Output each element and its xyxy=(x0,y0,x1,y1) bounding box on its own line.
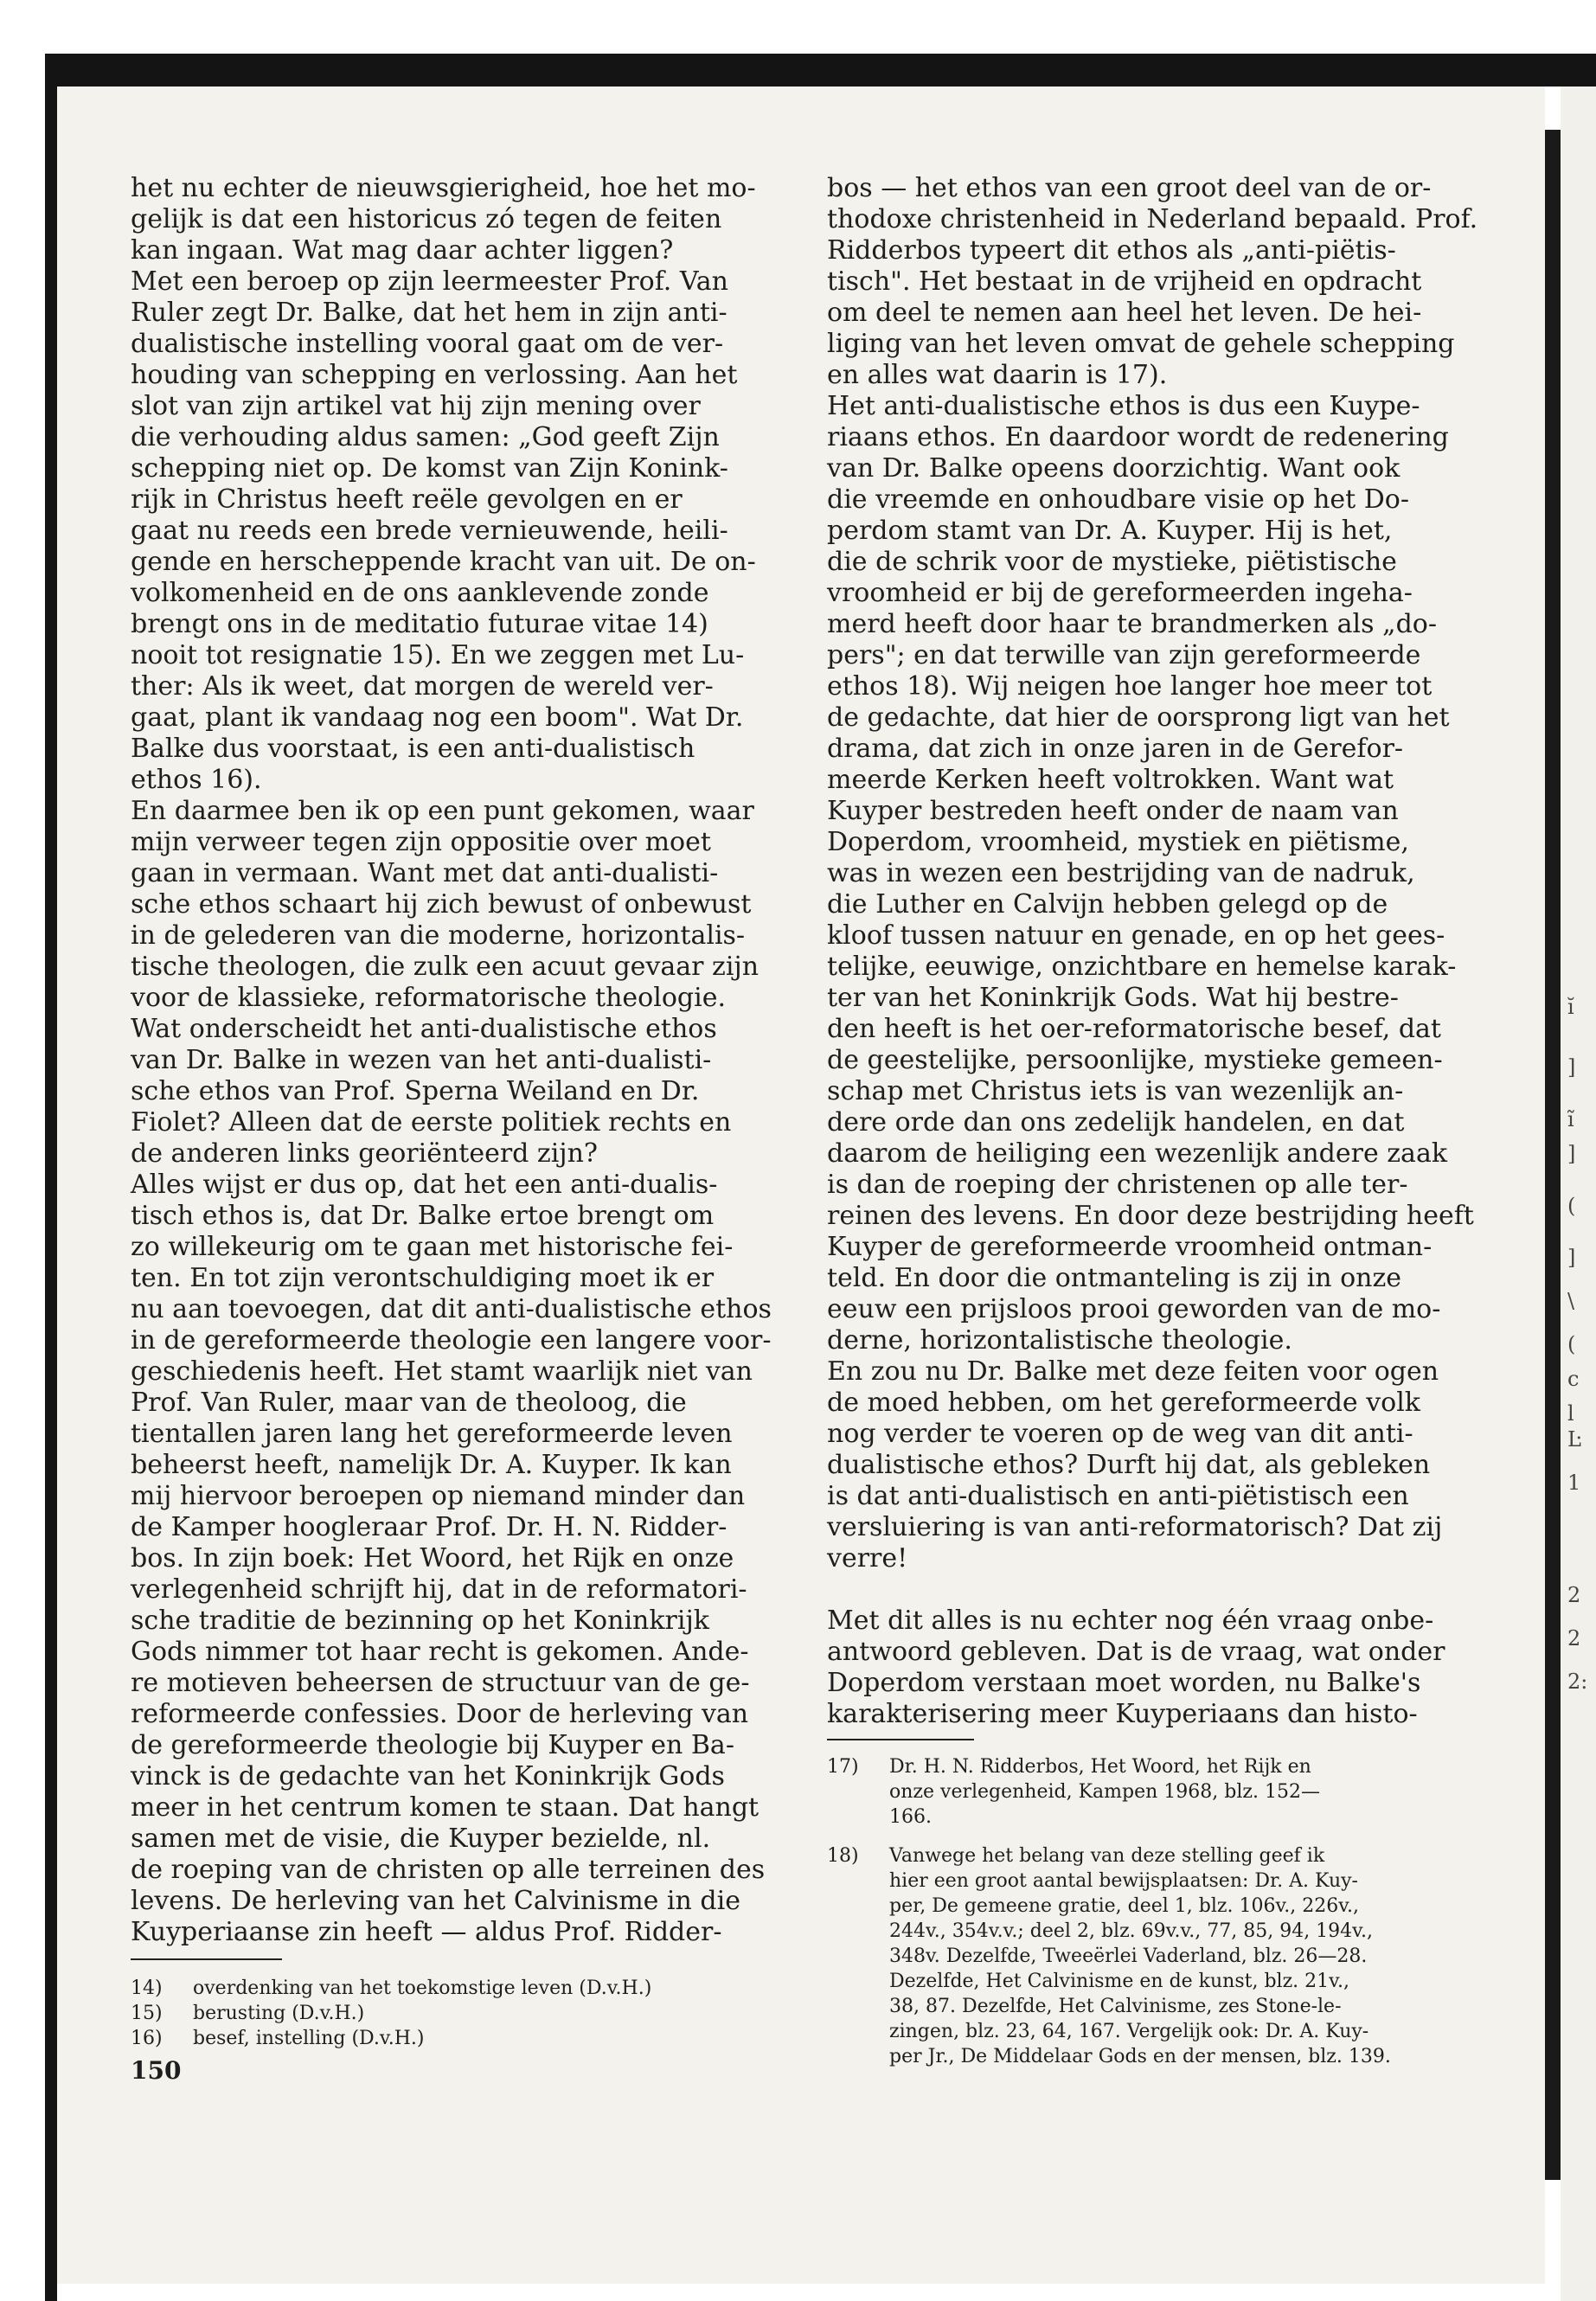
text-line: die Luther en Calvijn hebben gelegd op de xyxy=(827,889,1388,920)
text-line: ter van het Koninkrijk Gods. Wat hij bestre- xyxy=(827,983,1399,1013)
text-line: Doperdom, vroomheid, mystiek en piëtisme, xyxy=(827,827,1409,857)
text-line: tisch". Het bestaat in de vrijheid en opdracht xyxy=(827,266,1422,297)
text-line: Ruler zegt Dr. Balke, dat het hem in zijn anti- xyxy=(131,298,727,328)
text-line: dualistische instelling vooral gaat om de ver- xyxy=(131,329,724,359)
footnote-line: zingen, blz. 23, 64, 167. Vergelijk ook: Dr. A. Kuy- xyxy=(889,2021,1369,2042)
footnote-line xyxy=(827,1843,1493,1868)
text-line: om deel te nemen aan heel het leven. De hei- xyxy=(827,298,1422,328)
text-line: de anderen links georiënteerd zijn? xyxy=(131,1138,599,1169)
book-spine xyxy=(1545,130,1561,2180)
footnote-text: overdenking van het toekomstige leven (D.v.H.) xyxy=(193,1977,652,1999)
footnote-line: per, De gemeene gratie, deel 1, blz. 106v., 226v., xyxy=(889,1895,1360,1917)
text-line: slot van zijn artikel vat hij zijn mening over xyxy=(131,391,701,421)
footnote-line: 244v., 354v.v.; deel 2, blz. 69v.v., 77, 85, 94, 194v., xyxy=(889,1920,1373,1942)
text-line: die verhouding aldus samen: „God geeft Zijn xyxy=(131,422,720,452)
text-line: ethos 16). xyxy=(131,765,262,795)
edge-mark: ] xyxy=(1567,1142,1576,1166)
text-line: de moed hebben, om het gereformeerde volk xyxy=(827,1388,1420,1418)
text-line: het nu echter de nieuwsgierigheid, hoe het mo- xyxy=(131,173,756,203)
text-line: telijke, eeuwige, onzichtbare en hemelse karak- xyxy=(827,952,1457,982)
scan-border-top xyxy=(45,54,1596,87)
text-line: samen met de visie, die Kuyper bezielde, nl. xyxy=(131,1823,711,1854)
text-line: mijn verweer tegen zijn oppositie over moet xyxy=(131,827,711,857)
right-column-text-continued xyxy=(827,1606,1493,1730)
text-line: gende en herscheppende kracht van uit. De on- xyxy=(131,547,756,577)
footnote-line: onze verlegenheid, Kampen 1968, blz. 152— xyxy=(889,1781,1320,1803)
footnote-line: 348v. Dezelfde, Tweeërlei Vaderland, blz. 26—28. xyxy=(889,1945,1368,1967)
edge-mark: 2 xyxy=(1567,1626,1581,1650)
left-column-text xyxy=(131,173,797,1948)
left-column xyxy=(131,173,797,2085)
text-line: Alles wijst er dus op, dat het een anti-dualis- xyxy=(131,1170,718,1200)
text-line: nog verder te voeren op de weg van dit anti- xyxy=(827,1419,1413,1449)
text-line: eeuw een prijsloos prooi geworden van de mo- xyxy=(827,1294,1441,1324)
text-line: Gods nimmer tot haar recht is gekomen. Ande- xyxy=(131,1637,749,1667)
footnote-text: Vanwege het belang van deze stelling geef ik xyxy=(889,1845,1325,1867)
edge-mark: ] xyxy=(1567,1055,1576,1080)
text-line: is dan de roeping der christenen op alle ter- xyxy=(827,1170,1408,1200)
text-line: bos. In zijn boek: Het Woord, het Rijk en onze xyxy=(131,1543,734,1574)
text-line: Kuyper bestreden heeft onder de naam van xyxy=(827,796,1399,826)
footnote-number: 14) xyxy=(131,1977,163,1999)
text-line: daarom de heiliging een wezenlijk andere zaak xyxy=(827,1138,1448,1169)
footnote-number: 17) xyxy=(827,1756,859,1778)
text-line: Kuyper de gereformeerde vroomheid ontman- xyxy=(827,1232,1433,1262)
text-line: ther: Als ik weet, dat morgen de wereld ver- xyxy=(131,671,714,702)
text-line: de gedachte, dat hier de oorsprong ligt van het xyxy=(827,702,1450,733)
text-line: thodoxe christenheid in Nederland bepaald. Prof. xyxy=(827,204,1478,234)
text-line: de roeping van de christen op alle terreinen des xyxy=(131,1855,766,1885)
text-line: gaat nu reeds een brede vernieuwende, heili- xyxy=(131,516,728,546)
right-column xyxy=(827,173,1493,2069)
right-column-text xyxy=(827,173,1493,1574)
footnote-line xyxy=(131,2026,797,2051)
edge-mark: c xyxy=(1567,1367,1580,1391)
text-line: antwoord gebleven. Dat is de vraag, wat onder xyxy=(827,1637,1445,1667)
text-line: liging van het leven omvat de gehele schepping xyxy=(827,329,1455,359)
edge-mark: 2: xyxy=(1567,1670,1588,1694)
footnote-line xyxy=(131,1976,797,2001)
text-line: sche traditie de bezinning op het Koninkrijk xyxy=(131,1606,709,1636)
edge-mark: Ŀ xyxy=(1567,1427,1581,1452)
text-line: gelijk is dat een historicus zó tegen de feiten xyxy=(131,204,722,234)
scan-border-left xyxy=(45,54,57,2301)
text-line: in de gelederen van die moderne, horizontalis- xyxy=(131,920,746,951)
text-line: rijk in Christus heeft reële gevolgen en er xyxy=(131,484,683,515)
text-line: de Kamper hoogleraar Prof. Dr. H. N. Ridder- xyxy=(131,1512,727,1542)
text-line: verre! xyxy=(827,1543,908,1574)
edge-mark: 2 xyxy=(1567,1583,1581,1607)
text-line: meerde Kerken heeft voltrokken. Want wat xyxy=(827,765,1394,795)
footnote-line: 38, 87. Dezelfde, Het Calvinisme, zes Stone-le- xyxy=(889,1996,1342,2017)
text-line: bos — het ethos van een groot deel van de or- xyxy=(827,173,1432,203)
text-line: re motieven beheersen de structuur van de ge- xyxy=(131,1668,750,1698)
footnote-line: 166. xyxy=(889,1806,932,1828)
text-line: schepping niet op. De komst van Zijn Konink- xyxy=(131,453,728,484)
text-line: En daarmee ben ik op een punt gekomen, waar xyxy=(131,796,754,826)
text-line: tisch ethos is, dat Dr. Balke ertoe brengt om xyxy=(131,1201,715,1231)
text-line: was in wezen een bestrijding van de nadruk, xyxy=(827,858,1415,888)
text-line: karakterisering meer Kuyperiaans dan histo- xyxy=(827,1699,1418,1729)
footnote-line: hier een groot aantal bewijsplaatsen: Dr. A. Kuy- xyxy=(889,1870,1358,1892)
text-line: tische theologen, die zulk een acuut gevaar zijn xyxy=(131,952,760,982)
text-line: Met een beroep op zijn leermeester Prof. Van xyxy=(131,266,728,297)
text-line: in de gereformeerde theologie een langere voor- xyxy=(131,1325,772,1356)
footnote-number: 15) xyxy=(131,2003,163,2024)
text-line: Fiolet? Alleen dat de eerste politiek rechts en xyxy=(131,1107,732,1138)
text-line: drama, dat zich in onze jaren in de Gerefor- xyxy=(827,734,1404,764)
text-line: voor de klassieke, reformatorische theologie. xyxy=(131,983,726,1013)
edge-mark: ĭ xyxy=(1567,995,1574,1019)
text-line: ethos 18). Wij neigen hoe langer hoe meer tot xyxy=(827,671,1433,702)
text-line: schap met Christus iets is van wezenlijk an- xyxy=(827,1076,1404,1106)
text-line: Doperdom verstaan moet worden, nu Balke's xyxy=(827,1668,1421,1698)
text-line: nu aan toevoegen, dat dit anti-dualistische ethos xyxy=(131,1294,772,1324)
edge-mark: 1 xyxy=(1567,1471,1581,1495)
text-line: die vreemde en onhoudbare visie op het Do- xyxy=(827,484,1409,515)
text-line: versluiering is van anti-reformatorisch? Dat zij xyxy=(827,1512,1443,1542)
text-line: mij hiervoor beroepen op niemand minder dan xyxy=(131,1481,746,1511)
footnote-rule xyxy=(131,1958,282,1960)
left-footnotes xyxy=(131,1976,797,2051)
text-line: nooit tot resignatie 15). En we zeggen met Lu- xyxy=(131,640,745,670)
text-line: Het anti-dualistische ethos is dus een Kuype- xyxy=(827,391,1420,421)
footnote-line: Dezelfde, Het Calvinisme en de kunst, blz. 21v., xyxy=(889,1971,1349,1992)
text-line: vroomheid er bij de gereformeerden ingeha- xyxy=(827,578,1413,608)
text-line: Kuyperiaanse zin heeft — aldus Prof. Ridder- xyxy=(131,1917,722,1947)
edge-mark: ( xyxy=(1567,1194,1576,1218)
text-line: zo willekeurig om te gaan met historische fei- xyxy=(131,1232,734,1262)
text-line: is dat anti-dualistisch en anti-piëtistisch een xyxy=(827,1481,1409,1511)
next-page-edge xyxy=(1561,87,1596,2301)
text-line: kloof tussen natuur en genade, en op het gees- xyxy=(827,920,1445,951)
edge-mark: l xyxy=(1567,1401,1574,1426)
edge-mark: ( xyxy=(1567,1332,1576,1356)
text-line: houding van schepping en verlossing. Aan het xyxy=(131,360,738,390)
text-line: Balke dus voorstaat, is een anti-dualistisch xyxy=(131,734,695,764)
text-line: vinck is de gedachte van het Koninkrijk Gods xyxy=(131,1761,725,1791)
text-line: kan ingaan. Wat mag daar achter liggen? xyxy=(131,235,674,266)
text-line: de gereformeerde theologie bij Kuyper en Ba- xyxy=(131,1730,734,1760)
text-line: de geestelijke, persoonlijke, mystieke gemeen- xyxy=(827,1045,1443,1075)
text-line: gaat, plant ik vandaag nog een boom". Wat Dr. xyxy=(131,702,744,733)
text-line: die de schrik voor de mystieke, piëtistische xyxy=(827,547,1397,577)
text-line: teld. En door die ontmanteling is zij in onze xyxy=(827,1263,1402,1293)
text-line: ten. En tot zijn verontschuldiging moet ik er xyxy=(131,1263,715,1293)
text-line: Ridderbos typeert dit ethos als „anti-piëtis- xyxy=(827,235,1396,266)
text-line: sche ethos schaart hij zich bewust of onbewust xyxy=(131,889,752,920)
text-line: meer in het centrum komen te staan. Dat hangt xyxy=(131,1792,760,1823)
text-line: gaan in vermaan. Want met dat anti-dualisti- xyxy=(131,858,719,888)
edge-mark: ] xyxy=(1567,1246,1576,1270)
text-line: levens. De herleving van het Calvinisme in die xyxy=(131,1886,740,1916)
text-line: perdom stamt van Dr. A. Kuyper. Hij is het, xyxy=(827,516,1393,546)
text-line: merd heeft door haar te brandmerken als „do- xyxy=(827,609,1437,639)
text-line: riaans ethos. En daardoor wordt de redenering xyxy=(827,422,1449,452)
footnote-text: berusting (D.v.H.) xyxy=(193,2003,365,2024)
footnote-17 xyxy=(827,1754,1493,1830)
text-line: geschiedenis heeft. Het stamt waarlijk niet van xyxy=(131,1356,753,1387)
text-line: reinen des levens. En door deze bestrijding heeft xyxy=(827,1201,1474,1231)
text-line: reformeerde confessies. Door de herleving van xyxy=(131,1699,749,1729)
text-line: en alles wat daarin is 17). xyxy=(827,360,1168,390)
footnote-rule xyxy=(827,1739,974,1740)
text-line: den heeft is het oer-reformatorische besef, dat xyxy=(827,1014,1441,1044)
footnote-line xyxy=(131,2001,797,2026)
paragraph-gap xyxy=(827,1574,1493,1606)
text-line: van Dr. Balke in wezen van het anti-dualisti- xyxy=(131,1045,712,1075)
text-line: Met dit alles is nu echter nog één vraag onbe- xyxy=(827,1606,1434,1636)
text-line: van Dr. Balke opeens doorzichtig. Want ook xyxy=(827,453,1401,484)
text-line: Prof. Van Ruler, maar van de theoloog, die xyxy=(131,1388,687,1418)
footnote-line xyxy=(827,1754,1493,1779)
text-line: brengt ons in de meditatio futurae vitae 14) xyxy=(131,609,708,639)
text-line: derne, horizontalistische theologie. xyxy=(827,1325,1292,1356)
text-line: tientallen jaren lang het gereformeerde leven xyxy=(131,1419,733,1449)
text-line: sche ethos van Prof. Sperna Weiland en Dr. xyxy=(131,1076,700,1106)
edge-mark: ĩ xyxy=(1567,1107,1574,1131)
footnote-text: Dr. H. N. Ridderbos, Het Woord, het Rijk en xyxy=(889,1756,1311,1778)
edge-mark: \ xyxy=(1567,1289,1575,1313)
text-line: volkomenheid en de ons aanklevende zonde xyxy=(131,578,709,608)
footnote-text: besef, instelling (D.v.H.) xyxy=(193,2028,425,2049)
page-number: 150 xyxy=(131,2056,182,2085)
text-line: pers"; en dat terwille van zijn gereformeerde xyxy=(827,640,1421,670)
text-line: verlegenheid schrijft hij, dat in de reformatori- xyxy=(131,1574,747,1605)
text-line: dualistische ethos? Durft hij dat, als gebleken xyxy=(827,1450,1431,1480)
footnote-line: per Jr., De Middelaar Gods en der mensen, blz. 139. xyxy=(889,2046,1391,2067)
footnote-number: 16) xyxy=(131,2028,163,2049)
text-line: Wat onderscheidt het anti-dualistische ethos xyxy=(131,1014,717,1044)
text-line: dere orde dan ons zedelijk handelen, en dat xyxy=(827,1107,1405,1138)
footnote-18 xyxy=(827,1843,1493,2069)
text-line: beheerst heeft, namelijk Dr. A. Kuyper. Ik kan xyxy=(131,1450,732,1480)
footnote-number: 18) xyxy=(827,1845,859,1867)
text-line: En zou nu Dr. Balke met deze feiten voor ogen xyxy=(827,1356,1439,1387)
